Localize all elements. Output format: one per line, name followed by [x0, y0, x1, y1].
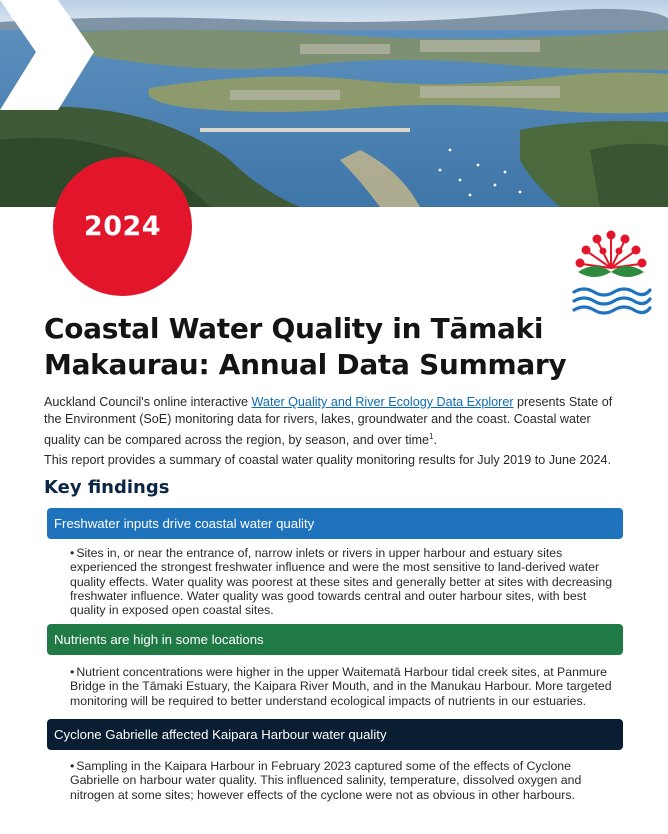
data-explorer-link[interactable]: Water Quality and River Ecology Data Explorer [251, 395, 514, 409]
finding-bullet-freshwater [70, 546, 620, 617]
finding-banner-cyclone: Cyclone Gabrielle affected Kaipara Harbour water quality [47, 719, 623, 750]
footnote-marker[interactable]: 1 [429, 432, 434, 441]
bullet-dot: • [70, 546, 75, 560]
intro-text-end: . [433, 433, 437, 448]
finding-banner-freshwater: Freshwater inputs drive coastal water quality [47, 508, 623, 539]
bullet-dot: • [70, 759, 75, 773]
summary-paragraph [44, 452, 634, 469]
chevron-right-icon [0, 0, 100, 120]
summary-text-2: monitoring results for [352, 453, 478, 467]
bullet-dot: • [70, 665, 75, 679]
summary-highlight-topic: coastal water quality [238, 453, 353, 467]
summary-text-end: . [607, 453, 612, 467]
intro-text-start: Auckland Council's online interactive [44, 395, 252, 409]
key-findings-heading: Key findings [44, 477, 170, 498]
finding-bullet-nutrients [70, 665, 620, 708]
year-badge [53, 157, 192, 296]
finding-text-cyclone: Sampling in the Kaipara Harbour in February 2023 captured some of the effects of Cyclone Gabrielle on harbour water quality. This influenced salinity, temperature, dissolved oxygen and nitrogen at some sites; however effects of the cyclone were not as obvious in other harbours. [70, 759, 582, 802]
summary-text-1: This report provides a summary of [44, 453, 239, 467]
year-text: 2024 [83, 211, 162, 242]
pohutukawa-waves-logo [570, 226, 652, 316]
summary-highlight-period: July 2019 to June 2024 [477, 453, 608, 467]
finding-text-nutrients: Nutrient concentrations were higher in the upper Waitematā Harbour tidal creek sites, at Panmure Bridge in the Tāmaki Estuary, the Kaipara River Mouth, and in the Manukau Harbour. More targeted monitoring will be required to better understand ecological impacts of nutrients in our estuaries. [70, 665, 612, 708]
finding-bullet-cyclone [70, 759, 620, 802]
finding-text-freshwater: Sites in, or near the entrance of, narrow inlets or rivers in upper harbour and estuary sites experienced the strongest freshwater influence and were the most sensitive to land-derived water quality effects. Water quality was poorest at these sites and generally better at sites with decreasing freshwater influence. Water quality was good towards central and outer harbour sites, with best quality in exposed open coastal sites. [70, 546, 613, 618]
intro-paragraph [44, 394, 624, 449]
page-title: Coastal Water Quality in Tāmaki Makaurau: Annual Data Summary [44, 312, 567, 381]
intro-text-rest: presents State of the Environment (SoE) monitoring data for rivers, lakes, groundwater and the coast. Coastal water quality can be compared across the region, by season, and over time [44, 395, 613, 448]
finding-banner-nutrients: Nutrients are high in some locations [47, 624, 623, 655]
